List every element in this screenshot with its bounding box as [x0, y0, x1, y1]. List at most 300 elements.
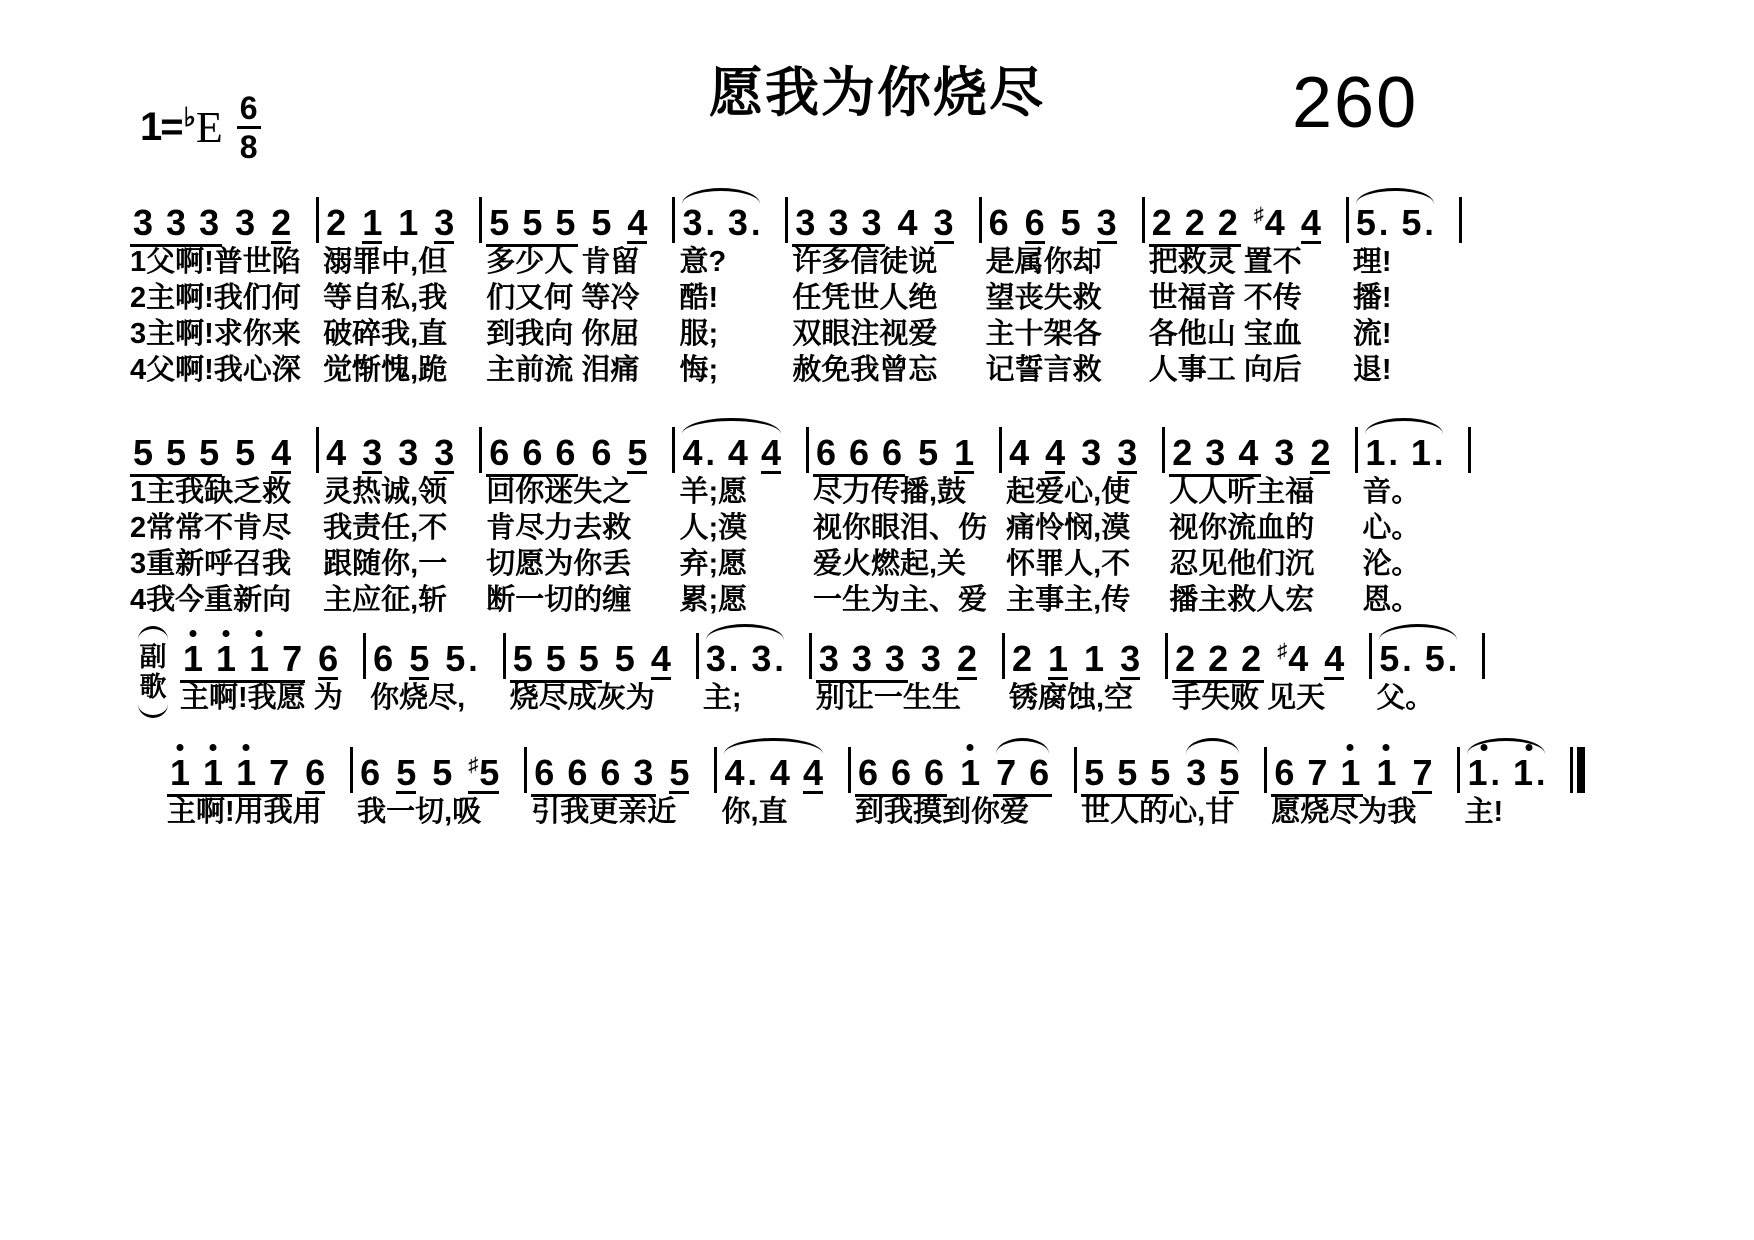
notes-row: [1149, 170, 1349, 244]
barline: [1165, 633, 1168, 679]
note-group: [167, 752, 292, 794]
note-number: 6: [567, 752, 588, 793]
note-number: 6: [555, 432, 576, 473]
lyric-line: 意?: [679, 246, 727, 278]
augmentation-dot: .: [1433, 435, 1444, 473]
note-group: [431, 432, 457, 474]
note: [818, 638, 839, 679]
note-number: 7: [282, 638, 303, 679]
note: [857, 752, 879, 793]
barline: [1457, 747, 1460, 793]
measure: [355, 720, 529, 830]
barline: [1355, 427, 1358, 473]
note-number: 6: [489, 432, 510, 473]
notes-row: [986, 170, 1145, 244]
note: [271, 432, 292, 473]
lyric-line: 各他山 宝血: [1148, 318, 1302, 350]
note: [545, 638, 566, 679]
note-number: 1: [203, 752, 224, 793]
note: [305, 752, 326, 793]
note-number: 1: [1512, 752, 1533, 793]
note-group: [1274, 638, 1311, 680]
lyric-line: 播!: [1352, 282, 1392, 314]
note-group: [395, 432, 421, 474]
note: [591, 432, 612, 473]
note: [409, 638, 430, 679]
note-group: [510, 638, 602, 680]
note-group: [1169, 432, 1261, 474]
measure: [508, 606, 701, 716]
lyric-line: 3重新呼召我: [130, 548, 292, 580]
measure: [984, 170, 1147, 388]
measure: [1374, 606, 1487, 716]
note: [1011, 638, 1033, 679]
note-number: 3: [1096, 202, 1117, 243]
note-group: [180, 638, 305, 680]
note: [360, 752, 381, 793]
note-number: 3: [434, 432, 455, 473]
key-prefix: 1=: [140, 105, 182, 149]
note-group: [268, 432, 294, 474]
note-number: 3: [795, 202, 816, 243]
measure: [677, 170, 790, 388]
barline: [1264, 747, 1267, 793]
note-number: 5: [166, 432, 187, 473]
lyric-line: 我责任,不: [323, 512, 448, 544]
note-group: [442, 638, 480, 680]
note-number: 5: [555, 202, 576, 243]
note-group: [393, 752, 419, 794]
note-number: 4: [682, 432, 703, 473]
measure: [1462, 720, 1587, 830]
note-number: 5: [396, 752, 417, 793]
note: [1340, 752, 1361, 793]
note-number: 2: [1217, 202, 1238, 243]
note-number: 3: [1205, 432, 1226, 473]
lyric-line: 1主我缺乏救: [130, 476, 292, 508]
note-group: [531, 752, 656, 794]
note: [802, 752, 823, 793]
note-number: 6: [815, 432, 837, 473]
notes-row: [1353, 170, 1462, 244]
note: [1084, 752, 1105, 793]
lyric-line: 累;愿: [679, 584, 748, 616]
lyric-line: 记誓言救: [985, 354, 1102, 386]
measure: [701, 606, 814, 716]
note: [1060, 202, 1081, 243]
note-number: 7: [996, 752, 1017, 793]
lyric-line: 切愿为你丢: [486, 548, 632, 580]
note-group: [1117, 638, 1143, 680]
tie-group: [703, 638, 787, 680]
notes-row: [323, 170, 482, 244]
note-number: 2: [1151, 202, 1172, 243]
note-number: 4: [271, 432, 292, 473]
augmentation-dot: .: [705, 205, 715, 243]
note: [1310, 432, 1331, 473]
note: [1401, 202, 1434, 243]
note: [522, 202, 543, 243]
tie-group: [1376, 638, 1460, 680]
augmentation-dot: .: [774, 641, 784, 679]
note: [216, 638, 237, 679]
lyric-line: 双眼注视爱: [792, 318, 938, 350]
lyric-line: 手失败 见天: [1172, 682, 1326, 714]
augmentation-dot: .: [1490, 755, 1500, 793]
note: [600, 752, 621, 793]
note: [1277, 638, 1309, 679]
lyric-line: 灵热诚,领: [323, 476, 448, 508]
note: [1376, 752, 1397, 793]
note-group: [624, 202, 650, 244]
note-number: 6: [305, 752, 326, 793]
note-group: [359, 432, 385, 474]
lyric-line: 你,直: [721, 796, 788, 828]
system-3: [128, 606, 1473, 718]
note: [1365, 432, 1398, 473]
note-group: [357, 752, 383, 794]
barline: [806, 427, 809, 473]
note-group: [1006, 432, 1032, 474]
measure: [677, 400, 811, 618]
note: [1208, 638, 1229, 679]
note: [1379, 638, 1412, 679]
measure: [811, 400, 1004, 618]
note: [669, 752, 690, 793]
note-number: 5: [578, 638, 599, 679]
lyric-line: 羊;愿: [679, 476, 748, 508]
note-number: 3: [682, 202, 703, 243]
note: [1241, 638, 1262, 679]
note-group: [1081, 638, 1107, 680]
note-group: [1094, 202, 1120, 244]
note-number: 1: [398, 202, 419, 243]
lyric-line: 人;漠: [679, 512, 748, 544]
lyric-line: 望丧失救: [985, 282, 1102, 314]
note-number: 6: [891, 752, 912, 793]
note: [434, 432, 455, 473]
note: [920, 638, 941, 679]
note: [849, 432, 870, 473]
note-number: 3: [727, 202, 748, 243]
final-barline-thin: [1570, 747, 1573, 793]
note: [1238, 432, 1259, 473]
note-group: [954, 638, 980, 680]
note: [1184, 202, 1205, 243]
note: [1410, 432, 1444, 473]
notes-row: [679, 400, 809, 474]
note-group: [1271, 432, 1297, 474]
note-number: 4: [1264, 202, 1285, 243]
note: [1084, 638, 1105, 679]
note: [682, 202, 715, 243]
measure: [790, 170, 983, 388]
note: [1029, 752, 1050, 793]
note: [884, 638, 905, 679]
notes-row: [1464, 720, 1585, 794]
note-number: 6: [1274, 752, 1295, 793]
notes-row: [1006, 400, 1165, 474]
note-number: 5: [445, 638, 466, 679]
note-number: 2: [1208, 638, 1229, 679]
note-number: 3: [920, 638, 941, 679]
notes-row: [813, 400, 1002, 474]
note-number: 5: [432, 752, 453, 793]
notes-row: [703, 606, 812, 680]
measure: [1269, 720, 1462, 830]
measure: [165, 720, 355, 830]
note: [512, 638, 533, 679]
note: [318, 638, 339, 679]
lyric-line: 沦。: [1362, 548, 1421, 580]
note: [489, 432, 510, 473]
lyric-line: 世人的心,甘: [1081, 796, 1235, 828]
lyric-line: 等自私,我: [323, 282, 448, 314]
note: [760, 432, 781, 473]
octave-dot: [177, 744, 184, 751]
note-number: 1: [1084, 638, 1105, 679]
note-group: [1321, 638, 1347, 680]
lyric-line: 4父啊!我心深: [130, 354, 301, 386]
note-number: 1: [1048, 638, 1069, 679]
lyric-line: 爱火燃起,关: [812, 548, 967, 580]
measure: [529, 720, 719, 830]
note-number: 1: [249, 638, 270, 679]
note-number: 5: [199, 432, 220, 473]
notes-row: [130, 400, 319, 474]
note: [468, 752, 500, 793]
note-number: 3: [818, 638, 839, 679]
octave-dot: [967, 744, 974, 751]
notes-row: [1376, 606, 1485, 680]
note-group: [1114, 432, 1140, 474]
note: [933, 202, 954, 243]
lyric-line: 4我今重新向: [130, 584, 292, 616]
note: [1120, 638, 1141, 679]
note-group: [406, 638, 432, 680]
note-group: [302, 752, 328, 794]
lyric-line: 主十架各: [985, 318, 1102, 350]
note-number: 3: [1117, 432, 1138, 473]
flat-icon: ♭: [183, 102, 196, 132]
note-group: [1307, 432, 1333, 474]
note: [534, 752, 555, 793]
barline: [503, 633, 506, 679]
note-group: [486, 432, 578, 474]
note-group: [232, 202, 258, 244]
lyric-line: 主前流 泪痛: [486, 354, 640, 386]
notes-row: [486, 400, 675, 474]
lyric-line: 到我摸到你爱: [854, 796, 1029, 828]
tie-group: [993, 752, 1052, 794]
note-number: 5: [591, 202, 612, 243]
note: [751, 638, 784, 679]
note: [1205, 432, 1226, 473]
note: [724, 752, 757, 793]
note: [362, 432, 383, 473]
note: [432, 752, 453, 793]
meter-denominator: 8: [239, 129, 258, 165]
note-number: 5: [1084, 752, 1105, 793]
notes-row: [357, 720, 527, 794]
note-number: 6: [360, 752, 381, 793]
note: [434, 202, 455, 243]
augmentation-dot: .: [747, 755, 757, 793]
note-number: 3: [199, 202, 220, 243]
notes-row: [531, 720, 717, 794]
note-number: 4: [1045, 432, 1066, 473]
note-number: 7: [1412, 752, 1433, 793]
lyric-line: 别让一生生: [815, 682, 961, 714]
note: [960, 752, 981, 793]
note-number: 2: [1011, 638, 1033, 679]
note: [326, 432, 347, 473]
notes-row: [1172, 606, 1372, 680]
note-number: 5: [627, 432, 648, 473]
note-group: [895, 202, 921, 244]
note: [897, 202, 918, 243]
note-group: [315, 638, 341, 680]
lyric-line: 3主啊!求你来: [130, 318, 301, 350]
lyric-line: 到我向 你屈: [486, 318, 640, 350]
barline: [672, 427, 675, 473]
note: [398, 432, 419, 473]
lyric-line: 一生为主、爱: [812, 584, 987, 616]
note: [861, 202, 882, 243]
note-number: 6: [600, 752, 621, 793]
note-group: [130, 202, 222, 244]
note-group: [951, 432, 977, 474]
notes-row: [323, 400, 482, 474]
note-group: [1298, 202, 1324, 244]
note-number: 3: [751, 638, 772, 679]
note-number: 5: [235, 432, 256, 473]
note: [326, 202, 347, 243]
note-number: 4: [727, 432, 748, 473]
note-number: 1: [170, 752, 191, 793]
note: [727, 202, 761, 243]
note-number: 1: [183, 638, 204, 679]
note: [236, 752, 257, 793]
note-number: 7: [1307, 752, 1328, 793]
note-number: 5: [522, 202, 543, 243]
lyric-line: 跟随你,一: [323, 548, 448, 580]
measure: [321, 170, 484, 388]
note-number: 6: [849, 432, 870, 473]
tie-group: [1353, 202, 1437, 244]
notes-row: [1081, 720, 1267, 794]
lyric-line: 们又何 等冷: [486, 282, 640, 314]
note-number: 6: [1024, 202, 1045, 243]
note-number: 4: [769, 752, 790, 793]
note-number: 3: [705, 638, 726, 679]
lyric-line: 主;: [702, 682, 742, 714]
note-number: 1: [1410, 432, 1431, 473]
lyric-line: 破碎我,直: [323, 318, 448, 350]
lyric-line: 把救灵 置不: [1148, 246, 1302, 278]
tie-group: [679, 432, 784, 474]
measure: [1351, 170, 1464, 388]
meter-numerator: 6: [237, 92, 261, 129]
lyric-line: 恩。: [1362, 584, 1421, 616]
note-number: 5: [1219, 752, 1240, 793]
note-number: 6: [857, 752, 879, 793]
note-number: 3: [1120, 638, 1141, 679]
note: [1324, 638, 1345, 679]
augmentation-dot: .: [1388, 435, 1398, 473]
lyric-line: 尽力传播,鼓: [812, 476, 967, 508]
lyric-line: 悔;: [679, 354, 719, 386]
notes-row: [510, 606, 699, 680]
note-number: 3: [1081, 432, 1102, 473]
note-group: [1172, 638, 1264, 680]
note: [851, 638, 872, 679]
note: [1300, 202, 1321, 243]
lyric-line: 心。: [1362, 512, 1421, 544]
note: [996, 752, 1017, 793]
note-number: 3: [1274, 432, 1295, 473]
lyric-line: 弃;愿: [679, 548, 748, 580]
note-group: [359, 202, 385, 244]
lyric-line: 人人听主福: [1169, 476, 1315, 508]
note: [891, 752, 912, 793]
note: [235, 432, 256, 473]
note: [398, 202, 419, 243]
measure: [368, 606, 508, 716]
sharp-icon: ♯: [1253, 204, 1264, 226]
note: [271, 202, 292, 243]
lyric-line: 2常常不肯尽: [130, 512, 292, 544]
barline: [1346, 197, 1349, 243]
note: [199, 202, 220, 243]
barline: [363, 633, 366, 679]
note: [591, 202, 612, 243]
song-title: 愿我为你烧尽: [709, 63, 1045, 123]
note-group: [486, 202, 578, 244]
note-number: 5: [133, 432, 154, 473]
note: [1096, 202, 1117, 243]
lyric-line: 引我更亲近: [531, 796, 677, 828]
note-number: 3: [933, 202, 954, 243]
lyric-line: 觉惭愧,跪: [323, 354, 448, 386]
note-number: 5: [489, 202, 510, 243]
notes-row: [1362, 400, 1471, 474]
note-number: 3: [828, 202, 849, 243]
octave-dot: [210, 744, 217, 751]
barline: [809, 633, 812, 679]
lyric-line: 烧尽成灰为: [509, 682, 655, 714]
note-number: 6: [1029, 752, 1050, 793]
measure: [484, 400, 677, 618]
barline: [714, 747, 717, 793]
note: [954, 432, 975, 473]
note-number: 1: [236, 752, 257, 793]
lyric-line: 许多信徒说: [792, 246, 938, 278]
system-2: [128, 400, 1444, 618]
note-number: 2: [1241, 638, 1262, 679]
note-group: [431, 202, 457, 244]
note-number: 5: [512, 638, 533, 679]
lyric-line: 服;: [679, 318, 719, 350]
note: [1117, 432, 1138, 473]
chorus-label-char: 副: [139, 642, 167, 672]
note-number: 1: [960, 752, 981, 793]
note-number: 6: [591, 432, 612, 473]
note-group: [429, 752, 455, 794]
note: [1024, 202, 1045, 243]
measure: [814, 606, 1007, 716]
key-letter: E: [195, 103, 223, 152]
